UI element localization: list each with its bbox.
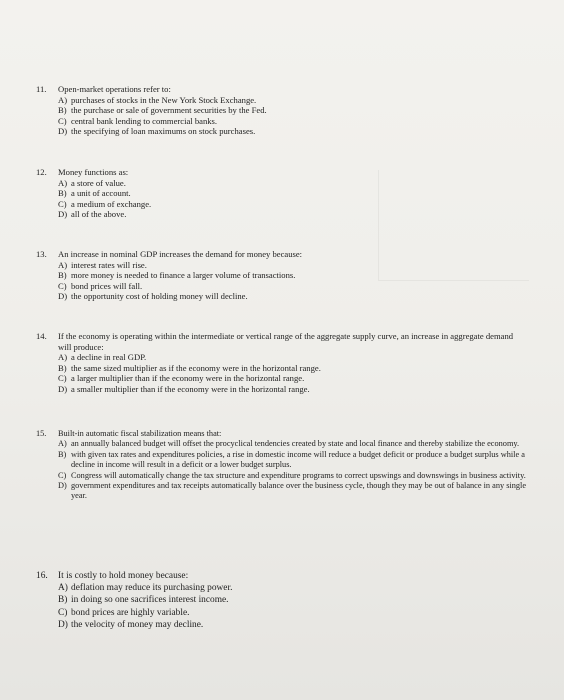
option-text: the velocity of money may decline. bbox=[71, 619, 204, 630]
option-b bbox=[58, 363, 528, 374]
option-d bbox=[58, 291, 528, 302]
option-text: the specifying of loan maximums on stock purchases. bbox=[71, 126, 256, 137]
option-a bbox=[58, 582, 528, 594]
option-text: Congress will automatically change the tax structure and expenditure programs to correct upswings and downswings in business activity. bbox=[71, 470, 526, 480]
option-text: a smaller multiplier than if the economy were in the horizontal range. bbox=[71, 383, 310, 394]
question-number: 13. bbox=[36, 249, 47, 259]
option-letter: C) bbox=[58, 470, 67, 480]
option-letter: D) bbox=[58, 481, 67, 491]
option-c bbox=[58, 116, 528, 127]
option-c bbox=[58, 471, 528, 481]
option-letter: C) bbox=[58, 280, 67, 291]
question-number: 14. bbox=[36, 331, 47, 341]
question-number: 12. bbox=[36, 167, 47, 177]
option-text: all of the above. bbox=[71, 209, 127, 220]
option-text: bond prices will fall. bbox=[71, 280, 143, 291]
option-d bbox=[58, 126, 528, 137]
question-16 bbox=[36, 570, 528, 631]
question-11 bbox=[36, 84, 528, 137]
option-c bbox=[58, 373, 528, 384]
option-letter: A) bbox=[58, 259, 68, 270]
option-text: government expenditures and tax receipts automatically balance over the business cycle, though they may be out of balance in any single year. bbox=[71, 481, 527, 501]
option-b bbox=[58, 450, 528, 471]
option-a bbox=[58, 260, 528, 271]
option-letter: B) bbox=[58, 105, 67, 116]
option-text: the purchase or sale of government securities by the Fed. bbox=[71, 105, 267, 116]
option-d bbox=[58, 481, 528, 502]
option-letter: C) bbox=[58, 115, 67, 126]
option-letter: A) bbox=[58, 439, 67, 449]
option-letter: B) bbox=[58, 362, 67, 373]
option-letter: C) bbox=[58, 373, 67, 384]
option-text: a unit of account. bbox=[71, 188, 131, 199]
option-a bbox=[58, 178, 528, 189]
option-letter: D) bbox=[58, 619, 68, 630]
option-d bbox=[58, 384, 528, 395]
option-c bbox=[58, 607, 528, 619]
option-text: purchases of stocks in the New York Stock Exchange. bbox=[71, 94, 257, 105]
option-text: a decline in real GDP. bbox=[71, 352, 147, 363]
question-15 bbox=[36, 429, 528, 502]
option-text: in doing so one sacrifices interest income. bbox=[71, 595, 229, 606]
option-letter: A) bbox=[58, 583, 68, 594]
option-letter: D) bbox=[58, 383, 68, 394]
option-c bbox=[58, 199, 528, 210]
option-a bbox=[58, 352, 528, 363]
question-text: If the economy is operating within the intermediate or vertical range of the aggregate supply curve, an increase in aggregate demand will produce: bbox=[58, 331, 514, 352]
option-letter: B) bbox=[58, 595, 68, 606]
option-letter: A) bbox=[58, 177, 68, 188]
option-text: a medium of exchange. bbox=[71, 198, 152, 209]
option-letter: A) bbox=[58, 94, 68, 105]
question-text: Built-in automatic fiscal stabilization means that: bbox=[58, 429, 222, 438]
option-b bbox=[58, 105, 528, 116]
option-b bbox=[58, 594, 528, 606]
option-b bbox=[58, 270, 528, 281]
option-letter: C) bbox=[58, 198, 67, 209]
option-letter: B) bbox=[58, 270, 67, 281]
option-d bbox=[58, 619, 528, 631]
question-number: 11. bbox=[36, 84, 47, 94]
question-text: An increase in nominal GDP increases the demand for money because: bbox=[58, 249, 303, 259]
option-a bbox=[58, 439, 528, 449]
question-number: 15. bbox=[36, 429, 47, 438]
option-letter: C) bbox=[58, 607, 68, 618]
option-text: interest rates will rise. bbox=[71, 259, 147, 270]
option-text: more money is needed to finance a larger volume of transactions. bbox=[71, 270, 296, 281]
question-14 bbox=[36, 331, 528, 395]
option-c bbox=[58, 281, 528, 292]
option-text: deflation may reduce its purchasing power. bbox=[71, 583, 233, 594]
question-12 bbox=[36, 167, 528, 220]
option-letter: A) bbox=[58, 352, 68, 363]
question-text: Open-market operations refer to: bbox=[58, 84, 171, 94]
option-letter: B) bbox=[58, 188, 67, 199]
option-letter: D) bbox=[58, 126, 68, 137]
option-a bbox=[58, 95, 528, 106]
option-text: the same sized multiplier as if the economy were in the horizontal range. bbox=[71, 362, 321, 373]
option-text: the opportunity cost of holding money will decline. bbox=[71, 291, 248, 302]
question-text: It is costly to hold money because: bbox=[58, 571, 189, 581]
option-text: bond prices are highly variable. bbox=[71, 607, 190, 618]
option-letter: D) bbox=[58, 209, 68, 220]
question-13 bbox=[36, 249, 528, 302]
option-text: with given tax rates and expenditures policies, a rise in domestic income will reduce a budget deficit or produce a budget surplus while a decline in income will result in a deficit or a lower budget surplus. bbox=[71, 449, 525, 470]
option-letter: D) bbox=[58, 291, 68, 302]
question-number: 16. bbox=[36, 571, 48, 581]
option-text: a larger multiplier than if the economy were in the horizontal range. bbox=[71, 373, 305, 384]
option-b bbox=[58, 188, 528, 199]
question-text: Money functions as: bbox=[58, 167, 129, 177]
option-text: an annually balanced budget will offset the procyclical tendencies created by state and local finance and thereby stabilize the economy. bbox=[71, 439, 520, 449]
option-text: a store of value. bbox=[71, 177, 126, 188]
option-letter: B) bbox=[58, 449, 67, 459]
option-d bbox=[58, 209, 528, 220]
option-text: central bank lending to commercial banks. bbox=[71, 115, 218, 126]
